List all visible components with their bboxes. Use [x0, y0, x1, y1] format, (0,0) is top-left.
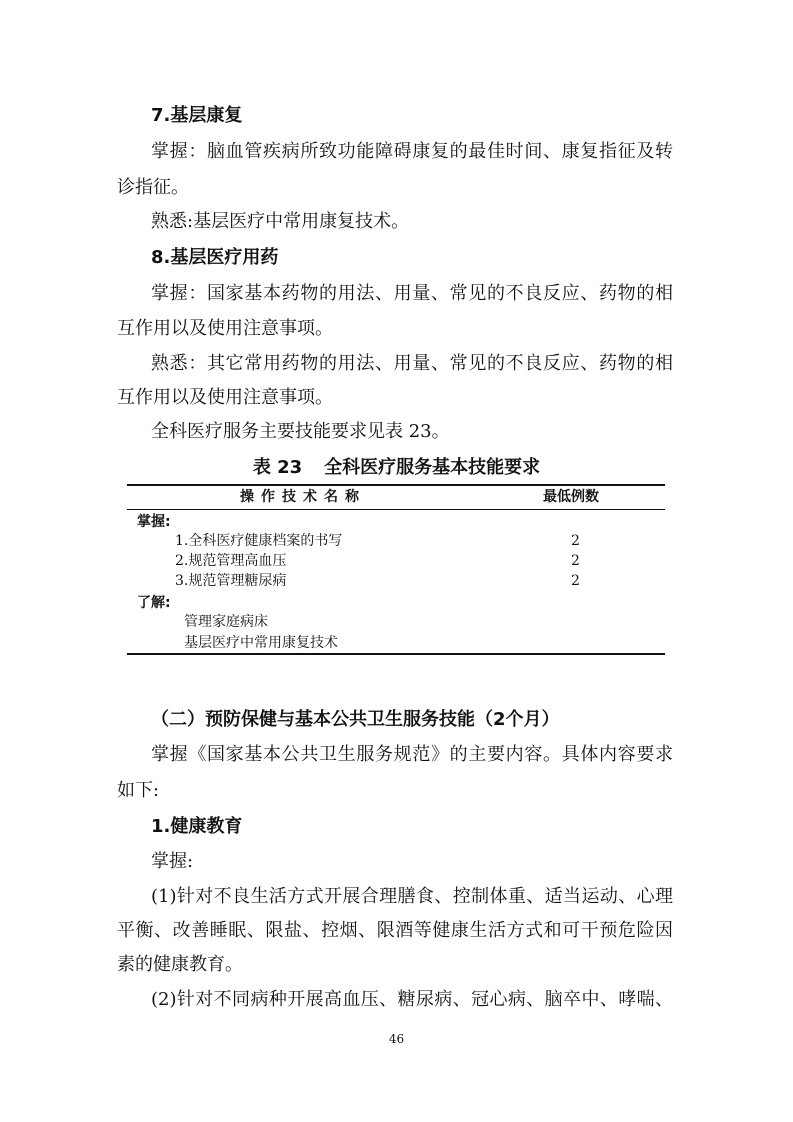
item-2-line1: (2)针对不同病种开展高血压、糖尿病、冠心病、脑卒中、哮喘、	[151, 989, 673, 1010]
table-reference-note: 全科医疗服务主要技能要求见表 23。	[151, 421, 450, 442]
table-row-name: 基层医疗中常用康复技术	[184, 635, 338, 651]
item-1-line1: (1)针对不良生活方式开展合理膳食、控制体重、适当运动、心理	[151, 886, 673, 907]
section-8-master-line1: 掌握：国家基本药物的用法、用量、常见的不良反应、药物的相	[151, 283, 673, 304]
health-education-master: 掌握:	[151, 851, 194, 872]
table-row-min: 2	[571, 553, 580, 569]
section-8-familiar-line1: 熟悉：其它常用药物的用法、用量、常见的不良反应、药物的相	[151, 353, 673, 374]
table-row-min: 2	[571, 573, 580, 589]
table-caption: 全科医疗服务基本技能要求	[324, 457, 541, 478]
item-1-line2: 平衡、改善睡眠、限盐、控烟、限酒等健康生活方式和可干预危险因	[117, 920, 673, 941]
part-2-intro-line2: 如下:	[117, 780, 160, 801]
section-7-heading: 7.基层康复	[151, 105, 243, 126]
part-2-heading: （二）预防保健与基本公共卫生服务技能（2个月）	[151, 709, 560, 730]
table-header-min: 最低例数	[543, 489, 599, 505]
table-row-min: 2	[571, 533, 580, 549]
health-education-heading: 1.健康教育	[151, 816, 243, 837]
section-8-master-line2: 互作用以及使用注意事项。	[117, 318, 333, 339]
table-understand-label: 了解:	[137, 595, 171, 611]
page-number: 46	[388, 1032, 405, 1046]
table-row-name: 2.规范管理高血压	[175, 553, 287, 569]
table-master-label: 掌握:	[137, 514, 171, 530]
table-row-name: 1.全科医疗健康档案的书写	[175, 533, 343, 549]
table-header-rule	[127, 509, 665, 510]
table-bottom-rule	[127, 653, 665, 655]
section-7-master-line2: 诊指征。	[117, 177, 189, 198]
section-8-heading: 8.基层医疗用药	[151, 247, 279, 268]
table-header-name: 操作技术名称	[240, 489, 366, 505]
section-7-master-line1: 掌握：脑血管疾病所致功能障碍康复的最佳时间、康复指征及转	[151, 141, 673, 162]
section-8-familiar-line2: 互作用以及使用注意事项。	[117, 387, 333, 408]
part-2-intro-line1: 掌握《国家基本公共卫生服务规范》的主要内容。具体内容要求	[151, 744, 673, 765]
table-top-rule	[127, 484, 665, 486]
table-number: 表 23	[252, 457, 303, 478]
section-7-familiar: 熟悉:基层医疗中常用康复技术。	[151, 211, 410, 232]
item-1-line3: 素的健康教育。	[117, 954, 243, 975]
table-row-name: 3.规范管理糖尿病	[175, 573, 287, 589]
table-title	[0, 453, 793, 479]
table-row-name: 管理家庭病床	[184, 614, 268, 630]
